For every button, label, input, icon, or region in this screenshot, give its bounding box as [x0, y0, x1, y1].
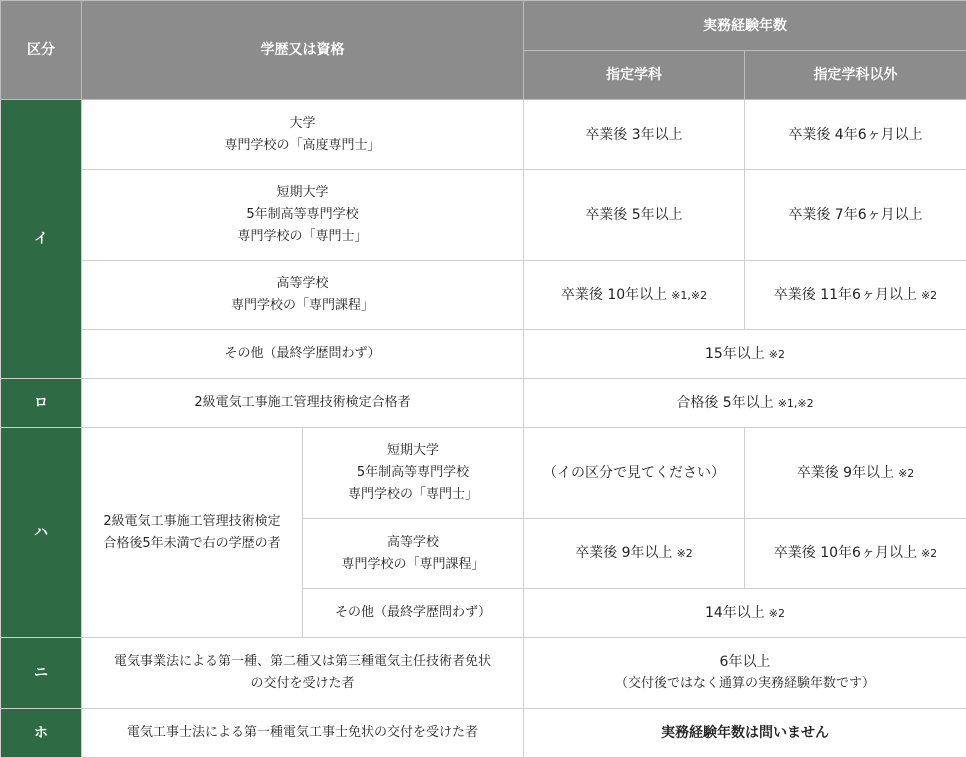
designated-cell: 卒業後 9年以上 ※2	[524, 519, 745, 589]
qualification-cell: その他（最終学歴問わず）	[82, 330, 524, 379]
non-designated-cell: 卒業後 11年6ヶ月以上 ※2	[745, 261, 966, 330]
header-kubun: 区分	[1, 1, 82, 100]
table-row	[1, 170, 966, 261]
qualification-cell: 電気事業法による第一種、第二種又は第三種電気主任技術者免状 の交付を受けた者	[82, 638, 524, 709]
sub-qualification-cell: その他（最終学歴問わず）	[303, 589, 524, 638]
sub-qualification-cell: 高等学校 専門学校の「専門課程」	[303, 519, 524, 589]
table-row	[1, 709, 966, 758]
non-designated-cell: 卒業後 9年以上 ※2	[745, 428, 966, 519]
footnote: ※2	[898, 466, 915, 480]
category-ho: ホ	[1, 709, 82, 758]
header-experience: 実務経験年数	[524, 1, 966, 51]
qualification-cell: 高等学校 専門学校の「専門課程」	[82, 261, 524, 330]
designated-cell: 卒業後 5年以上	[524, 170, 745, 261]
table-row	[1, 379, 966, 428]
category-i: イ	[1, 100, 82, 379]
table-row	[1, 261, 966, 330]
footnote: ※2	[920, 547, 938, 560]
qualification-cell: 2級電気工事施工管理技術検定 合格後5年未満で右の学歴の者	[82, 428, 303, 638]
sub-qualification-cell: 短期大学 5年制高等専門学校 専門学校の「専門士」	[303, 428, 524, 519]
designated-cell: （イの区分で見てください）	[524, 428, 745, 519]
table-row	[1, 638, 966, 709]
designated-cell: 卒業後 3年以上	[524, 100, 745, 170]
footnote: ※1,※2	[671, 288, 708, 302]
footnote: ※2	[768, 347, 786, 361]
table-row	[1, 428, 966, 519]
footnote: ※2	[676, 547, 693, 560]
category-ni: ニ	[1, 638, 82, 709]
qualification-cell: 短期大学 5年制高等専門学校 専門学校の「専門士」	[82, 170, 524, 261]
non-designated-cell: 卒業後 4年6ヶ月以上	[745, 100, 966, 170]
qualification-cell: 2級電気工事施工管理技術検定合格者	[82, 379, 524, 428]
table-row	[1, 100, 966, 170]
header-qualification: 学歴又は資格	[82, 1, 524, 100]
table-row	[1, 330, 966, 379]
footnote: ※1,※2	[777, 396, 814, 410]
qualification-cell: 電気工事士法による第一種電気工事士免状の交付を受けた者	[82, 709, 524, 758]
category-ha: ハ	[1, 428, 82, 638]
non-designated-cell: 卒業後 7年6ヶ月以上	[745, 170, 966, 261]
experience-cell: 6年以上 （交付後ではなく通算の実務経験年数です）	[524, 638, 966, 709]
category-ro: ロ	[1, 379, 82, 428]
header-designated: 指定学科	[524, 51, 745, 100]
designated-cell: 卒業後 10年以上 ※1,※2	[524, 261, 745, 330]
experience-cell: 14年以上 ※2	[524, 589, 966, 638]
experience-cell: 合格後 5年以上 ※1,※2	[524, 379, 966, 428]
footnote: ※2	[768, 606, 786, 620]
experience-cell: 実務経験年数は問いません	[524, 709, 966, 758]
experience-cell: 15年以上 ※2	[524, 330, 966, 379]
qualification-cell: 大学 専門学校の「高度専門士」	[82, 100, 524, 170]
footnote: ※2	[920, 288, 938, 302]
header-non-designated: 指定学科以外	[745, 51, 966, 100]
non-designated-cell: 卒業後 10年6ヶ月以上 ※2	[745, 519, 966, 589]
